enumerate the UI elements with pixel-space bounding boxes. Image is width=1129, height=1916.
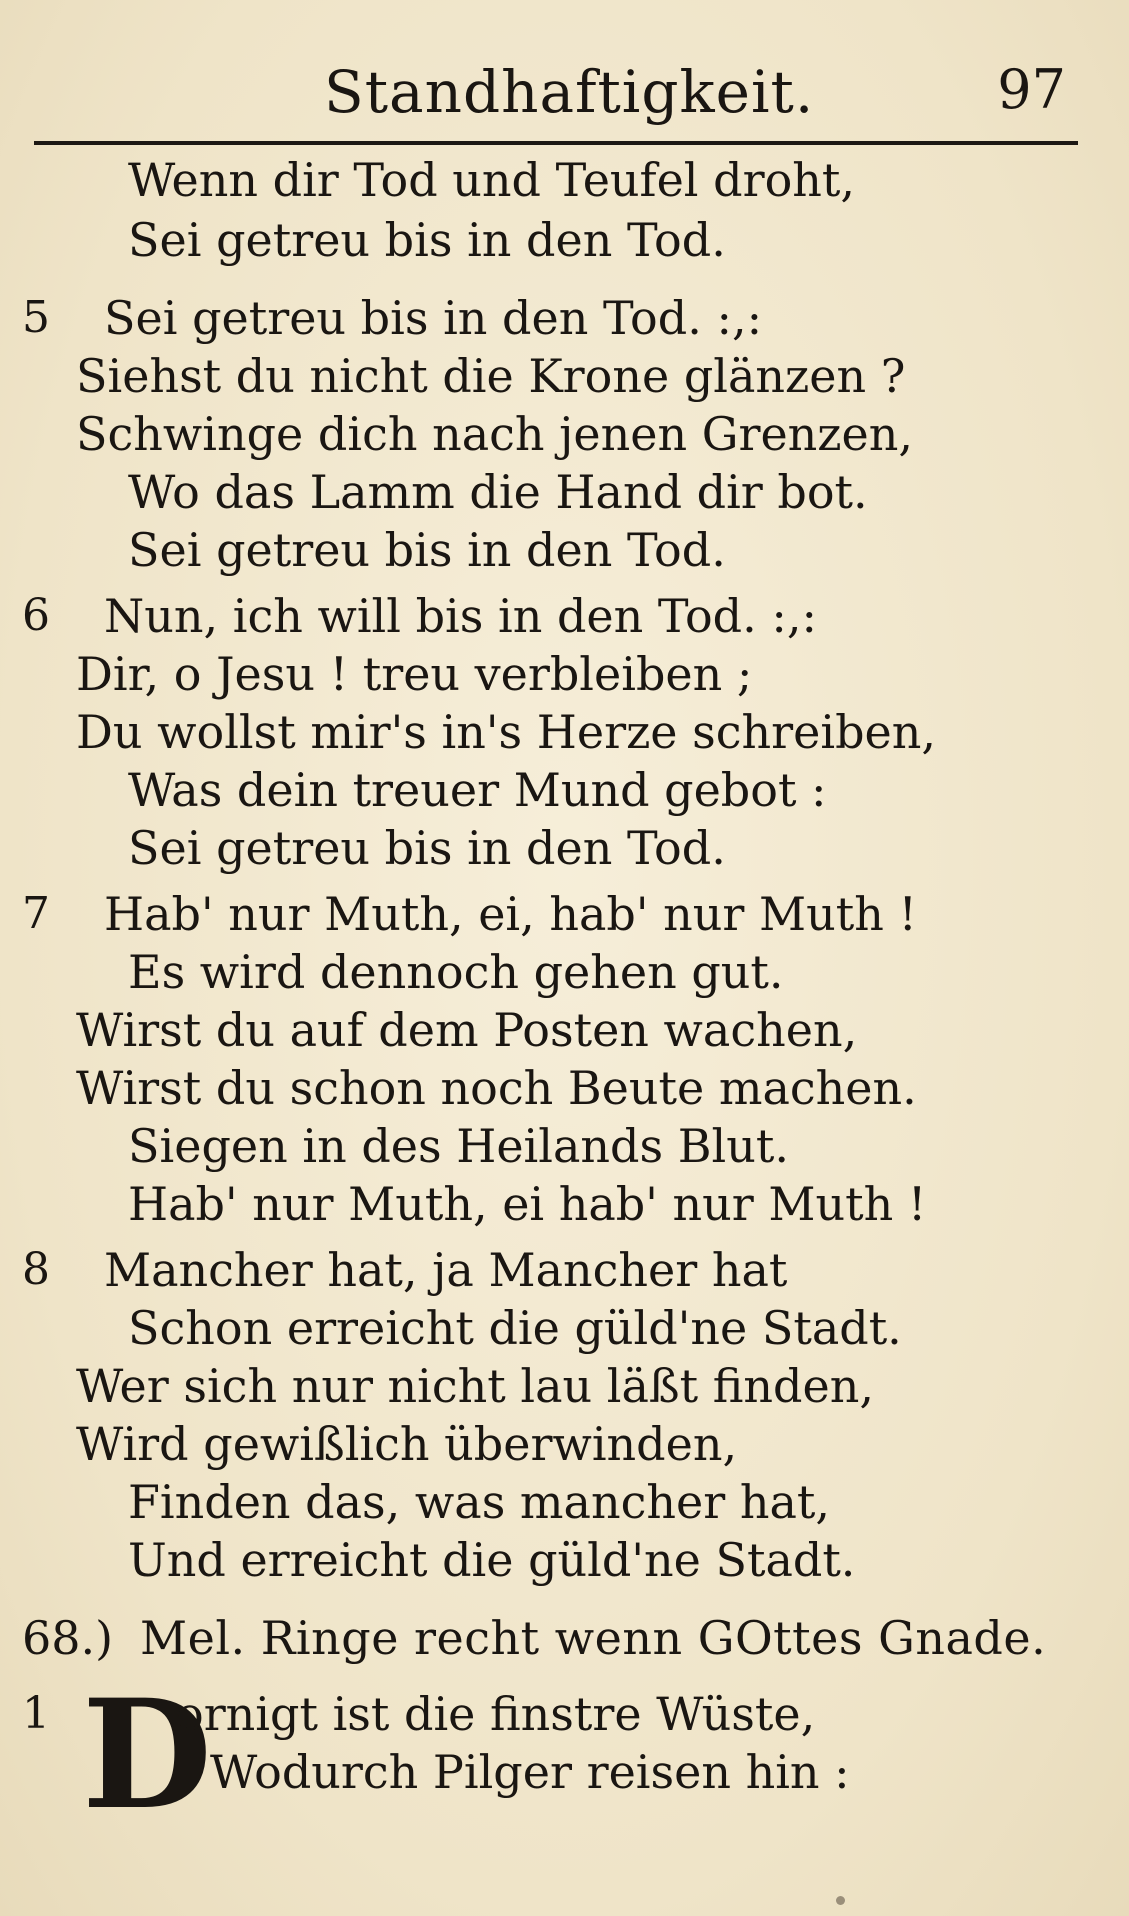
verse-line: Sei getreu bis in den Tod. [128,213,726,267]
verse-line: Finden das, was mancher hat, [128,1475,830,1529]
stanza-number: 8 [22,1244,50,1295]
header-rule [34,141,1078,145]
page-header [34,58,1076,128]
verse-line: Mancher hat, ja Mancher hat [104,1243,788,1297]
verse-line: Sei getreu bis in den Tod. [128,821,726,875]
verse-line: Siegen in des Heilands Blut. [128,1119,789,1173]
verse-line: Wo das Lamm die Hand dir bot. [128,465,868,519]
hymn-number: 68.) [22,1611,114,1665]
verse-line: Was dein treuer Mund gebot : [128,763,827,817]
verse-line: Wirst du schon noch Beute machen. [76,1061,917,1115]
verse-line: Schon erreicht die güld'ne Stadt. [128,1301,902,1355]
stanza-number: 7 [22,888,50,939]
drop-cap: D [82,1667,213,1843]
verse-line: Wird gewißlich überwinden, [76,1417,738,1471]
stanza-number: 1 [22,1688,50,1739]
running-title: Standhaftigkeit. [324,58,815,126]
verse-line: Nun, ich will bis in den Tod. :,: [104,589,817,643]
verse-line: Siehst du nicht die Krone glänzen ? [76,349,906,403]
verse-line: Wodurch Pilger reisen hin : [210,1745,850,1799]
verse-line: Hab' nur Muth, ei hab' nur Muth ! [128,1177,927,1231]
paper-speck [836,1896,845,1905]
verse-line: Wenn dir Tod und Teufel droht, [128,153,855,207]
verse-line: Es wird dennoch gehen gut. [128,945,784,999]
verse-line: Wirst du auf dem Posten wachen, [76,1003,858,1057]
verse-line: Schwinge dich nach jenen Grenzen, [76,407,914,461]
stanza-number: 5 [22,292,50,343]
verse-line: Hab' nur Muth, ei, hab' nur Muth ! [104,887,917,941]
verse-line: Wer sich nur nicht lau läßt finden, [76,1359,874,1413]
stanza-number: 6 [22,590,50,641]
verse-line: ornigt ist die finstre Wüste, [176,1687,816,1741]
verse-line: Dir, o Jesu ! treu verbleiben ; [76,647,753,701]
verse-line: Sei getreu bis in den Tod. :,: [104,291,763,345]
verse-line: Sei getreu bis in den Tod. [128,523,726,577]
verse-line: Du wollst mir's in's Herze schreiben, [76,705,936,759]
melody-indication: Mel. Ringe recht wenn GOttes Gnade. [140,1611,1047,1665]
page-number: 97 [997,58,1066,121]
verse-line: Und erreicht die güld'ne Stadt. [128,1533,856,1587]
